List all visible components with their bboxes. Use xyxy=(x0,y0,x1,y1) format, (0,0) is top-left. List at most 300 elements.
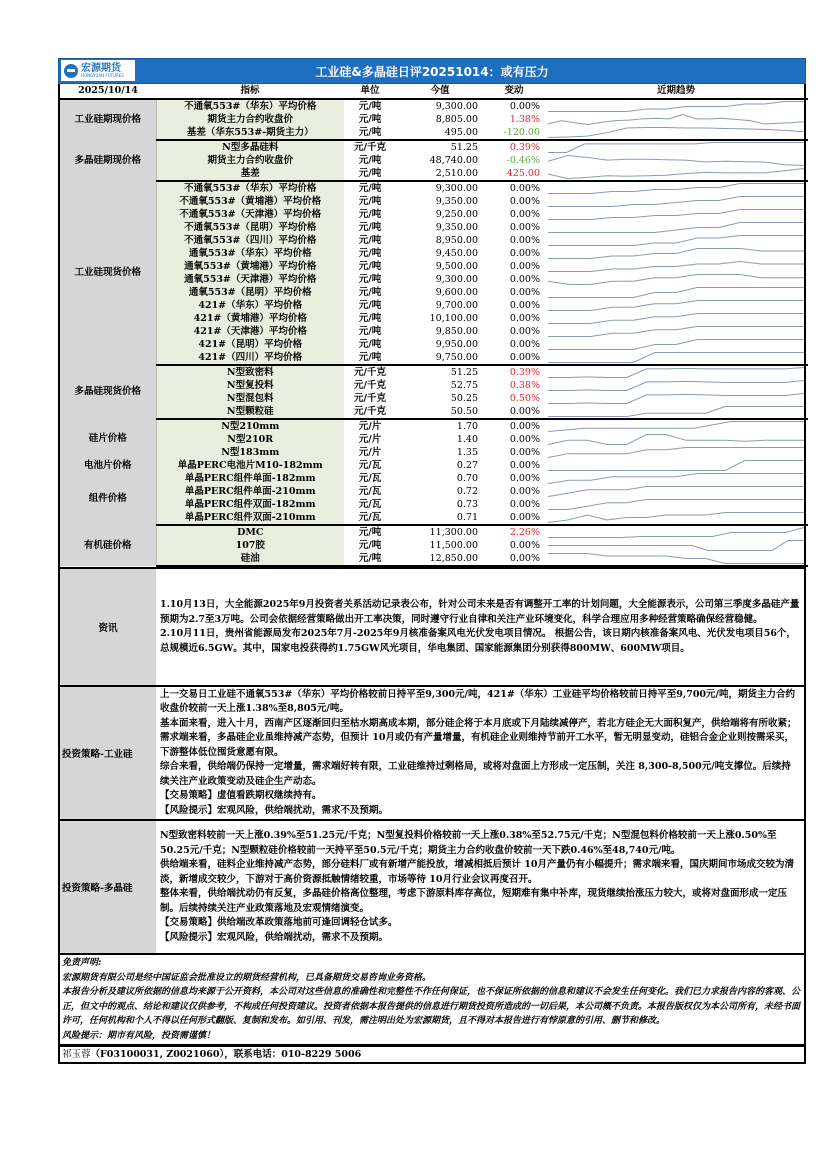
indicator-name: 421#（华东）平均价格 xyxy=(156,299,344,312)
disclaimer-line: 宏源期货有限公司是经中国证监会批准设立的期货经营机构，已具备期货交易咨询业务资格。 xyxy=(62,972,432,983)
indicator-name: 不通氧553#（四川）平均价格 xyxy=(156,234,344,247)
unit-label: 元/片 xyxy=(358,433,382,445)
unit-label: 元/吨 xyxy=(358,286,382,298)
trend-sparkline xyxy=(544,154,808,167)
section-paragraph: 上一交易日工业硅不通氧553#（华东）平均价格较前日持平至9,300元/吨，421#（华东）工业硅平均价格较前日持平至9,700元/吨，期货主力合约收盘价较前一天上涨1.38%至8,805元/吨。 xyxy=(160,688,796,715)
sparkline-line xyxy=(548,407,804,417)
section-paragraph: 【风险提示】宏观风险，供给端扰动，需求不及预期。 xyxy=(160,931,389,943)
indicator-name: 单晶PERC组件双面-210mm xyxy=(156,511,344,525)
category-label: 多晶硅现货价格 xyxy=(60,365,156,419)
unit-label: 元/瓦 xyxy=(358,498,382,510)
table-row xyxy=(60,485,808,498)
category-label: 有机硅价格 xyxy=(60,525,156,566)
trend-sparkline xyxy=(544,525,808,539)
sparkline-svg xyxy=(548,379,804,392)
unit-label: 元/吨 xyxy=(344,351,396,365)
change-value: 0.00% xyxy=(509,195,540,207)
category-label: 电池片价格 xyxy=(60,459,156,472)
indicator-name: 硅油 xyxy=(156,552,344,566)
indicator-name: 期货主力合约收盘价 xyxy=(156,113,344,126)
unit-label: 元/吨 xyxy=(358,154,382,166)
current-value: 9,350.00 xyxy=(435,195,478,207)
footer-contact xyxy=(58,1046,806,1064)
change-value: 0.00% xyxy=(509,312,540,324)
section-paragraph: 1.10月13日，大全能源2025年9月投资者关系活动记录表公布，针对公司未来是否有调整开工率的计划问题，大全能源表示，公司第三季度多晶硅产量预期为2.7至3万吨。公司会依据经营策略做出开工率决策，同时遵守行业自律和关注产业环境变化，科学合理应用多种经营策略确保经营稳健。 xyxy=(160,599,800,625)
change-value: 0.38% xyxy=(509,379,540,391)
indicator-name: 单晶PERC电池片M10-182mm xyxy=(156,459,344,472)
change-value: 0.00% xyxy=(509,472,540,484)
unit-label: 元/瓦 xyxy=(344,511,396,525)
indicator-name: N型多晶硅料 xyxy=(156,140,344,154)
trend-sparkline xyxy=(544,167,808,181)
indicator-name: 421#（天津港）平均价格 xyxy=(156,325,344,338)
sparkline-svg xyxy=(548,260,804,273)
indicator-name: N型210R xyxy=(156,433,344,446)
risk-warning: 风险提示：期市有风险，投资需谨慎！ xyxy=(62,1030,216,1041)
current-value: 1.40 xyxy=(456,433,478,445)
trend-sparkline xyxy=(544,419,808,433)
indicator-name: 期货主力合约收盘价 xyxy=(156,154,344,167)
table-row xyxy=(60,325,808,338)
logo-name-en: HONGYUAN FUTURES xyxy=(81,72,124,78)
sparkline-line xyxy=(548,461,804,471)
sparkline-svg xyxy=(548,182,804,195)
change-value: 0.00% xyxy=(509,273,540,285)
sparkline-svg xyxy=(548,338,804,351)
trend-sparkline xyxy=(544,181,808,195)
sparkline-svg xyxy=(548,325,804,338)
trend-sparkline xyxy=(544,472,808,485)
sparkline-line xyxy=(548,128,804,138)
change-value: 0.39% xyxy=(509,141,540,153)
disclaimer-title: 免责声明: xyxy=(62,958,102,968)
unit-label: 元/吨 xyxy=(358,539,382,551)
indicator-name: DMC xyxy=(156,525,344,539)
table-row xyxy=(60,208,808,221)
sparkline-svg xyxy=(548,433,804,446)
table-row xyxy=(60,221,808,234)
sparkline-line xyxy=(548,448,804,458)
change-value: 0.00% xyxy=(509,260,540,272)
header-trend: 近期趋势 xyxy=(544,84,808,99)
change-value: 0.00% xyxy=(509,247,540,259)
disclaimer xyxy=(58,955,806,1046)
trend-sparkline xyxy=(544,99,808,113)
indicator-name: N型183mm xyxy=(156,446,344,459)
current-value: 8,950.00 xyxy=(435,234,478,246)
sparkline-svg xyxy=(548,472,804,485)
indicator-name: N型复投料 xyxy=(156,379,344,392)
sparkline-line xyxy=(548,474,804,484)
change-value: 0.00% xyxy=(509,234,540,246)
trend-sparkline xyxy=(544,498,808,511)
category-label: 硅片价格 xyxy=(60,419,156,459)
unit-label: 元/吨 xyxy=(358,234,382,246)
sparkline-line xyxy=(548,236,804,246)
disclaimer-line: 本报告分析及建议所依据的信息均来源于公开资料，本公司对这些信息的准确性和完整性不作任何保证，也不保证所依据的信息和建议不会发生任何变化。我们已力求报告内容的客观、公正，但文中的观点、结论和建议仅供参考，不构成任何投资建议。投资者依据本报告提供的信息进行期货投资所造成的一切后果，本公司概不负责。本报告版权仅为本公司所有，未经书面许可，任何机构和个人不得以任何形式翻版、复制和发布。如引用、刊发，需注明出处为宏源期货，且不得对本报告进行有悖原意的引用、删节和修改。 xyxy=(62,987,801,1026)
section-paragraph: 综合来看，供给端仍保持一定增量，需求端好转有限，工业硅维持过剩格局，或将对盘面上方形成一定压制，关注 8,300-8,500元/吨支撑位。后续持续关注产业政策变动及硅企生产动态。 xyxy=(160,761,791,787)
sparkline-svg xyxy=(548,221,804,234)
change-value: 0.00% xyxy=(509,208,540,220)
change-value: 0.00% xyxy=(509,221,540,233)
price-table-wrapper xyxy=(58,84,806,569)
table-row xyxy=(60,511,808,525)
change-value: 0.00% xyxy=(509,286,540,298)
sparkline-line xyxy=(548,301,804,311)
sparkline-svg xyxy=(548,511,804,524)
sparkline-svg xyxy=(548,247,804,260)
sparkline-svg xyxy=(548,459,804,472)
strategy-industrial-section xyxy=(58,687,806,821)
trend-sparkline xyxy=(544,351,808,365)
trend-sparkline xyxy=(544,552,808,566)
unit-label: 元/瓦 xyxy=(358,472,382,484)
trend-sparkline xyxy=(544,299,808,312)
current-value: 9,250.00 xyxy=(435,208,478,220)
table-row xyxy=(60,552,808,566)
indicator-name: 通氧553#（天津港）平均价格 xyxy=(156,273,344,286)
table-row xyxy=(60,247,808,260)
trend-sparkline xyxy=(544,195,808,208)
section-paragraph: 基本面来看，进入十月，西南产区逐渐回归至枯水期高成本期，部分硅企将于本月底或下月陆续减停产，若北方硅企无大面积复产，供给端将有所收紧；需求端来看，多晶硅企业虽维持减产态势，但预计 10月或仍有产量增量，有机硅企业则维持节前开工水平，暂无明显变动，硅铝合金企业则按需采买，下游整体低位囤货意愿有限。 xyxy=(160,717,797,758)
unit-label: 元/吨 xyxy=(358,299,382,311)
change-value: 0.00% xyxy=(509,182,540,194)
sparkline-line xyxy=(548,223,804,233)
trend-sparkline xyxy=(544,208,808,221)
indicator-name: 421#（黄埔港）平均价格 xyxy=(156,312,344,325)
trend-sparkline xyxy=(544,379,808,392)
indicator-name: N型颗粒硅 xyxy=(156,405,344,419)
table-row xyxy=(60,181,808,195)
unit-label: 元/吨 xyxy=(358,100,382,112)
table-row xyxy=(60,140,808,154)
change-value: 0.00% xyxy=(484,511,544,525)
report-page xyxy=(58,58,806,1064)
change-value: 0.00% xyxy=(509,100,540,112)
sparkline-line xyxy=(548,435,804,445)
indicator-name: 通氧553#（黄埔港）平均价格 xyxy=(156,260,344,273)
analyst-name: 祁玉蓉 xyxy=(62,1049,91,1060)
current-value: 9,950.00 xyxy=(435,338,478,350)
current-value: 50.50 xyxy=(396,405,484,419)
sparkline-line xyxy=(548,143,804,153)
sparkline-line xyxy=(548,197,804,207)
table-row xyxy=(60,195,808,208)
trend-sparkline xyxy=(544,286,808,299)
table-row xyxy=(60,392,808,405)
indicator-name: 通氧553#（华东）平均价格 xyxy=(156,247,344,260)
sparkline-line xyxy=(548,528,804,538)
sparkline-svg xyxy=(548,366,804,379)
indicator-name: 421#（四川）平均价格 xyxy=(156,351,344,365)
current-value: 9,300.00 xyxy=(435,273,478,285)
news-content xyxy=(156,569,804,685)
sparkline-svg xyxy=(548,167,804,180)
current-value: 9,750.00 xyxy=(396,351,484,365)
table-row xyxy=(60,525,808,539)
sparkline-svg xyxy=(548,498,804,511)
table-row xyxy=(60,299,808,312)
unit-label: 元/吨 xyxy=(344,167,396,181)
indicator-name: 基差 xyxy=(156,167,344,181)
sparkline-line xyxy=(548,184,804,194)
change-value: 0.00% xyxy=(509,498,540,510)
trend-sparkline xyxy=(544,113,808,126)
sparkline-svg xyxy=(548,100,804,113)
table-row xyxy=(60,260,808,273)
table-row xyxy=(60,167,808,181)
sparkline-line xyxy=(548,554,804,564)
table-row xyxy=(60,472,808,485)
indicator-name: 不通氧553#（昆明）平均价格 xyxy=(156,221,344,234)
current-value: 0.72 xyxy=(456,485,478,497)
table-row xyxy=(60,539,808,552)
header-value: 今值 xyxy=(396,84,484,99)
current-value: 9,300.00 xyxy=(435,100,478,112)
sparkline-line xyxy=(548,541,804,551)
sparkline-svg xyxy=(548,195,804,208)
current-value: 9,600.00 xyxy=(435,286,478,298)
unit-label: 元/千克 xyxy=(344,405,396,419)
change-value: 0.39% xyxy=(509,366,540,378)
current-value: 48,740.00 xyxy=(429,154,478,166)
current-value: 9,450.00 xyxy=(435,247,478,259)
category-label: 组件价格 xyxy=(60,472,156,525)
indicator-name: N型致密料 xyxy=(156,365,344,379)
indicator-name: 单晶PERC组件单面-210mm xyxy=(156,485,344,498)
current-value: 51.25 xyxy=(450,141,478,153)
table-row xyxy=(60,379,808,392)
current-value: 0.70 xyxy=(456,472,478,484)
change-value: 2.26% xyxy=(509,526,540,538)
change-value: 0.00% xyxy=(509,459,540,471)
table-row xyxy=(60,273,808,286)
sparkline-svg xyxy=(548,126,804,139)
sparkline-line xyxy=(548,422,804,432)
table-row xyxy=(60,351,808,365)
change-value: 0.00% xyxy=(509,338,540,350)
sparkline-line xyxy=(548,210,804,220)
category-label: 工业硅现货价格 xyxy=(60,181,156,365)
unit-label: 元/吨 xyxy=(358,260,382,272)
unit-label: 元/千克 xyxy=(354,392,386,404)
sparkline-line xyxy=(548,262,804,272)
sparkline-line xyxy=(548,275,804,285)
sparkline-line xyxy=(548,314,804,324)
unit-label: 元/千克 xyxy=(354,379,386,391)
table-row xyxy=(60,365,808,379)
trend-sparkline xyxy=(544,405,808,419)
section-paragraph: 【风险提示】宏观风险，供给端扰动，需求不及预期。 xyxy=(160,804,389,816)
strategy-poly-section xyxy=(58,821,806,955)
section-paragraph: 供给端来看，硅料企业维持减产态势，部分硅料厂或有新增产能投放，增减相抵后预计 10月产量仍有小幅提升；需求端来看，国庆期间市场成交较为清淡，新增成交较少，下游对于高价资源抵触情绪较重，市场等待 10月行业会议再度召开。 xyxy=(160,859,795,885)
unit-label: 元/吨 xyxy=(358,247,382,259)
current-value: 12,850.00 xyxy=(396,552,484,566)
table-row xyxy=(60,498,808,511)
sparkline-line xyxy=(548,156,804,166)
current-value: 9,300.00 xyxy=(435,182,478,194)
logo-name-cn: 宏源期货 xyxy=(81,62,121,74)
current-value: 9,350.00 xyxy=(435,221,478,233)
sparkline-svg xyxy=(548,446,804,459)
unit-label: 元/吨 xyxy=(358,526,382,538)
sparkline-line xyxy=(548,487,804,497)
unit-label: 元/千克 xyxy=(354,366,386,378)
section-paragraph: N型致密料较前一天上涨0.39%至51.25元/千克；N型复投料价格较前一天上涨0.38%至52.75元/千克；N型混包料价格较前一天上涨0.50%至50.25元/千克；N型颗粒硅价格较前一天持平至50.5元/千克；期货主力合约收盘价较前一天下跌0.46%至48,740元/吨。 xyxy=(160,830,777,856)
sparkline-svg xyxy=(548,312,804,325)
indicator-name: 不通氧553#（华东）平均价格 xyxy=(156,181,344,195)
change-value: 0.00% xyxy=(484,552,544,566)
unit-label: 元/片 xyxy=(358,446,382,458)
indicator-name: N型210mm xyxy=(156,419,344,433)
category-label: 多晶硅期现价格 xyxy=(60,140,156,181)
trend-sparkline xyxy=(544,485,808,498)
trend-sparkline xyxy=(544,338,808,351)
table-header-row xyxy=(60,84,808,99)
trend-sparkline xyxy=(544,511,808,525)
change-value: -120.00 xyxy=(484,126,544,140)
table-row xyxy=(60,126,808,140)
table-row xyxy=(60,433,808,446)
report-title: 工业硅&多晶硅日评20251014：或有压力 xyxy=(315,65,549,79)
current-value: 9,700.00 xyxy=(435,299,478,311)
trend-sparkline xyxy=(544,273,808,286)
header-date: 2025/10/14 xyxy=(60,84,156,99)
current-value: 0.27 xyxy=(456,459,478,471)
trend-sparkline xyxy=(544,459,808,472)
current-value: 0.73 xyxy=(456,498,478,510)
indicator-name: 不通氧553#（黄埔港）平均价格 xyxy=(156,195,344,208)
change-value: 425.00 xyxy=(484,167,544,181)
unit-label: 元/瓦 xyxy=(358,459,382,471)
current-value: 1.70 xyxy=(456,420,478,432)
current-value: 0.71 xyxy=(396,511,484,525)
sparkline-line xyxy=(548,500,804,510)
sparkline-line xyxy=(548,353,804,363)
unit-label: 元/吨 xyxy=(344,126,396,140)
indicator-name: N型混包料 xyxy=(156,392,344,405)
change-value: 0.00% xyxy=(484,351,544,365)
sparkline-svg xyxy=(548,141,804,154)
sparkline-line xyxy=(548,327,804,337)
sparkline-line xyxy=(548,368,804,378)
category-label: 工业硅期现价格 xyxy=(60,99,156,140)
table-row xyxy=(60,113,808,126)
section-paragraph: 整体来看，供给端扰动仍有反复，多晶硅价格高位整理，考虑下游原料库存高位，短期难有集中补库，现货继续抬涨压力较大，或将对盘面形成一定压制。后续持续关注产业政策落地及宏观情绪演变。 xyxy=(160,888,788,914)
news-section xyxy=(58,569,806,687)
trend-sparkline xyxy=(544,365,808,379)
sparkline-svg xyxy=(548,351,804,364)
sparkline-line xyxy=(548,381,804,391)
table-row xyxy=(60,446,808,459)
section-paragraph: 【交易策略】供给端改革政策落地前可逢回调轻仓试多。 xyxy=(160,917,398,928)
sparkline-svg xyxy=(548,299,804,312)
table-row xyxy=(60,459,808,472)
current-value: 8,805.00 xyxy=(435,113,478,125)
sparkline-svg xyxy=(548,392,804,405)
sparkline-svg xyxy=(548,420,804,433)
change-value: 0.00% xyxy=(509,299,540,311)
indicator-name: 基差（华东553#-期货主力） xyxy=(156,126,344,140)
change-value: 0.00% xyxy=(509,446,540,458)
table-row xyxy=(60,405,808,419)
table-row xyxy=(60,234,808,247)
sparkline-line xyxy=(548,115,804,125)
unit-label: 元/吨 xyxy=(358,312,382,324)
sparkline-svg xyxy=(548,113,804,126)
trend-sparkline xyxy=(544,325,808,338)
strategy-poly-label: 投资策略-多晶硅 xyxy=(60,821,156,953)
unit-label: 元/吨 xyxy=(358,113,382,125)
unit-label: 元/千克 xyxy=(354,141,386,153)
sparkline-svg xyxy=(548,286,804,299)
indicator-name: 单晶PERC组件双面-182mm xyxy=(156,498,344,511)
sparkline-svg xyxy=(548,485,804,498)
report-header xyxy=(58,58,806,84)
sparkline-line xyxy=(548,102,804,112)
trend-sparkline xyxy=(544,140,808,154)
indicator-name: 通氧553#（昆明）平均价格 xyxy=(156,286,344,299)
indicator-name: 421#（昆明）平均价格 xyxy=(156,338,344,351)
table-row xyxy=(60,99,808,113)
trend-sparkline xyxy=(544,312,808,325)
current-value: 10,100.00 xyxy=(429,312,478,324)
current-value: 495.00 xyxy=(396,126,484,140)
strategy-poly-content xyxy=(156,821,804,953)
sparkline-svg xyxy=(548,154,804,167)
sparkline-line xyxy=(548,169,804,179)
sparkline-svg xyxy=(548,234,804,247)
current-value: 11,300.00 xyxy=(429,526,478,538)
unit-label: 元/吨 xyxy=(358,325,382,337)
sparkline-svg xyxy=(548,208,804,221)
unit-label: 元/吨 xyxy=(344,552,396,566)
table-row xyxy=(60,154,808,167)
trend-sparkline xyxy=(544,446,808,459)
change-value: 0.00% xyxy=(509,420,540,432)
sparkline-line xyxy=(548,394,804,404)
unit-label: 元/吨 xyxy=(358,195,382,207)
strategy-industrial-content xyxy=(156,687,804,819)
trend-sparkline xyxy=(544,433,808,446)
trend-sparkline xyxy=(544,221,808,234)
sparkline-svg xyxy=(548,405,804,418)
sparkline-svg xyxy=(548,273,804,286)
sparkline-line xyxy=(548,288,804,298)
header-unit: 单位 xyxy=(344,84,396,99)
current-value: 50.25 xyxy=(450,392,478,404)
change-value: 0.50% xyxy=(509,392,540,404)
table-row xyxy=(60,312,808,325)
table-row xyxy=(60,419,808,433)
news-label: 资讯 xyxy=(60,569,156,685)
indicator-name: 不通氧553#（华东）平均价格 xyxy=(156,99,344,113)
trend-sparkline xyxy=(544,247,808,260)
unit-label: 元/吨 xyxy=(358,208,382,220)
trend-sparkline xyxy=(544,260,808,273)
sparkline-svg xyxy=(548,552,804,565)
trend-sparkline xyxy=(544,234,808,247)
current-value: 11,500.00 xyxy=(429,539,478,551)
sparkline-line xyxy=(548,249,804,259)
current-value: 52.75 xyxy=(450,379,478,391)
unit-label: 元/片 xyxy=(358,420,382,432)
unit-label: 元/瓦 xyxy=(358,485,382,497)
trend-sparkline xyxy=(544,539,808,552)
change-value: 0.00% xyxy=(509,325,540,337)
change-value: -0.46% xyxy=(506,154,540,166)
current-value: 2,510.00 xyxy=(396,167,484,181)
